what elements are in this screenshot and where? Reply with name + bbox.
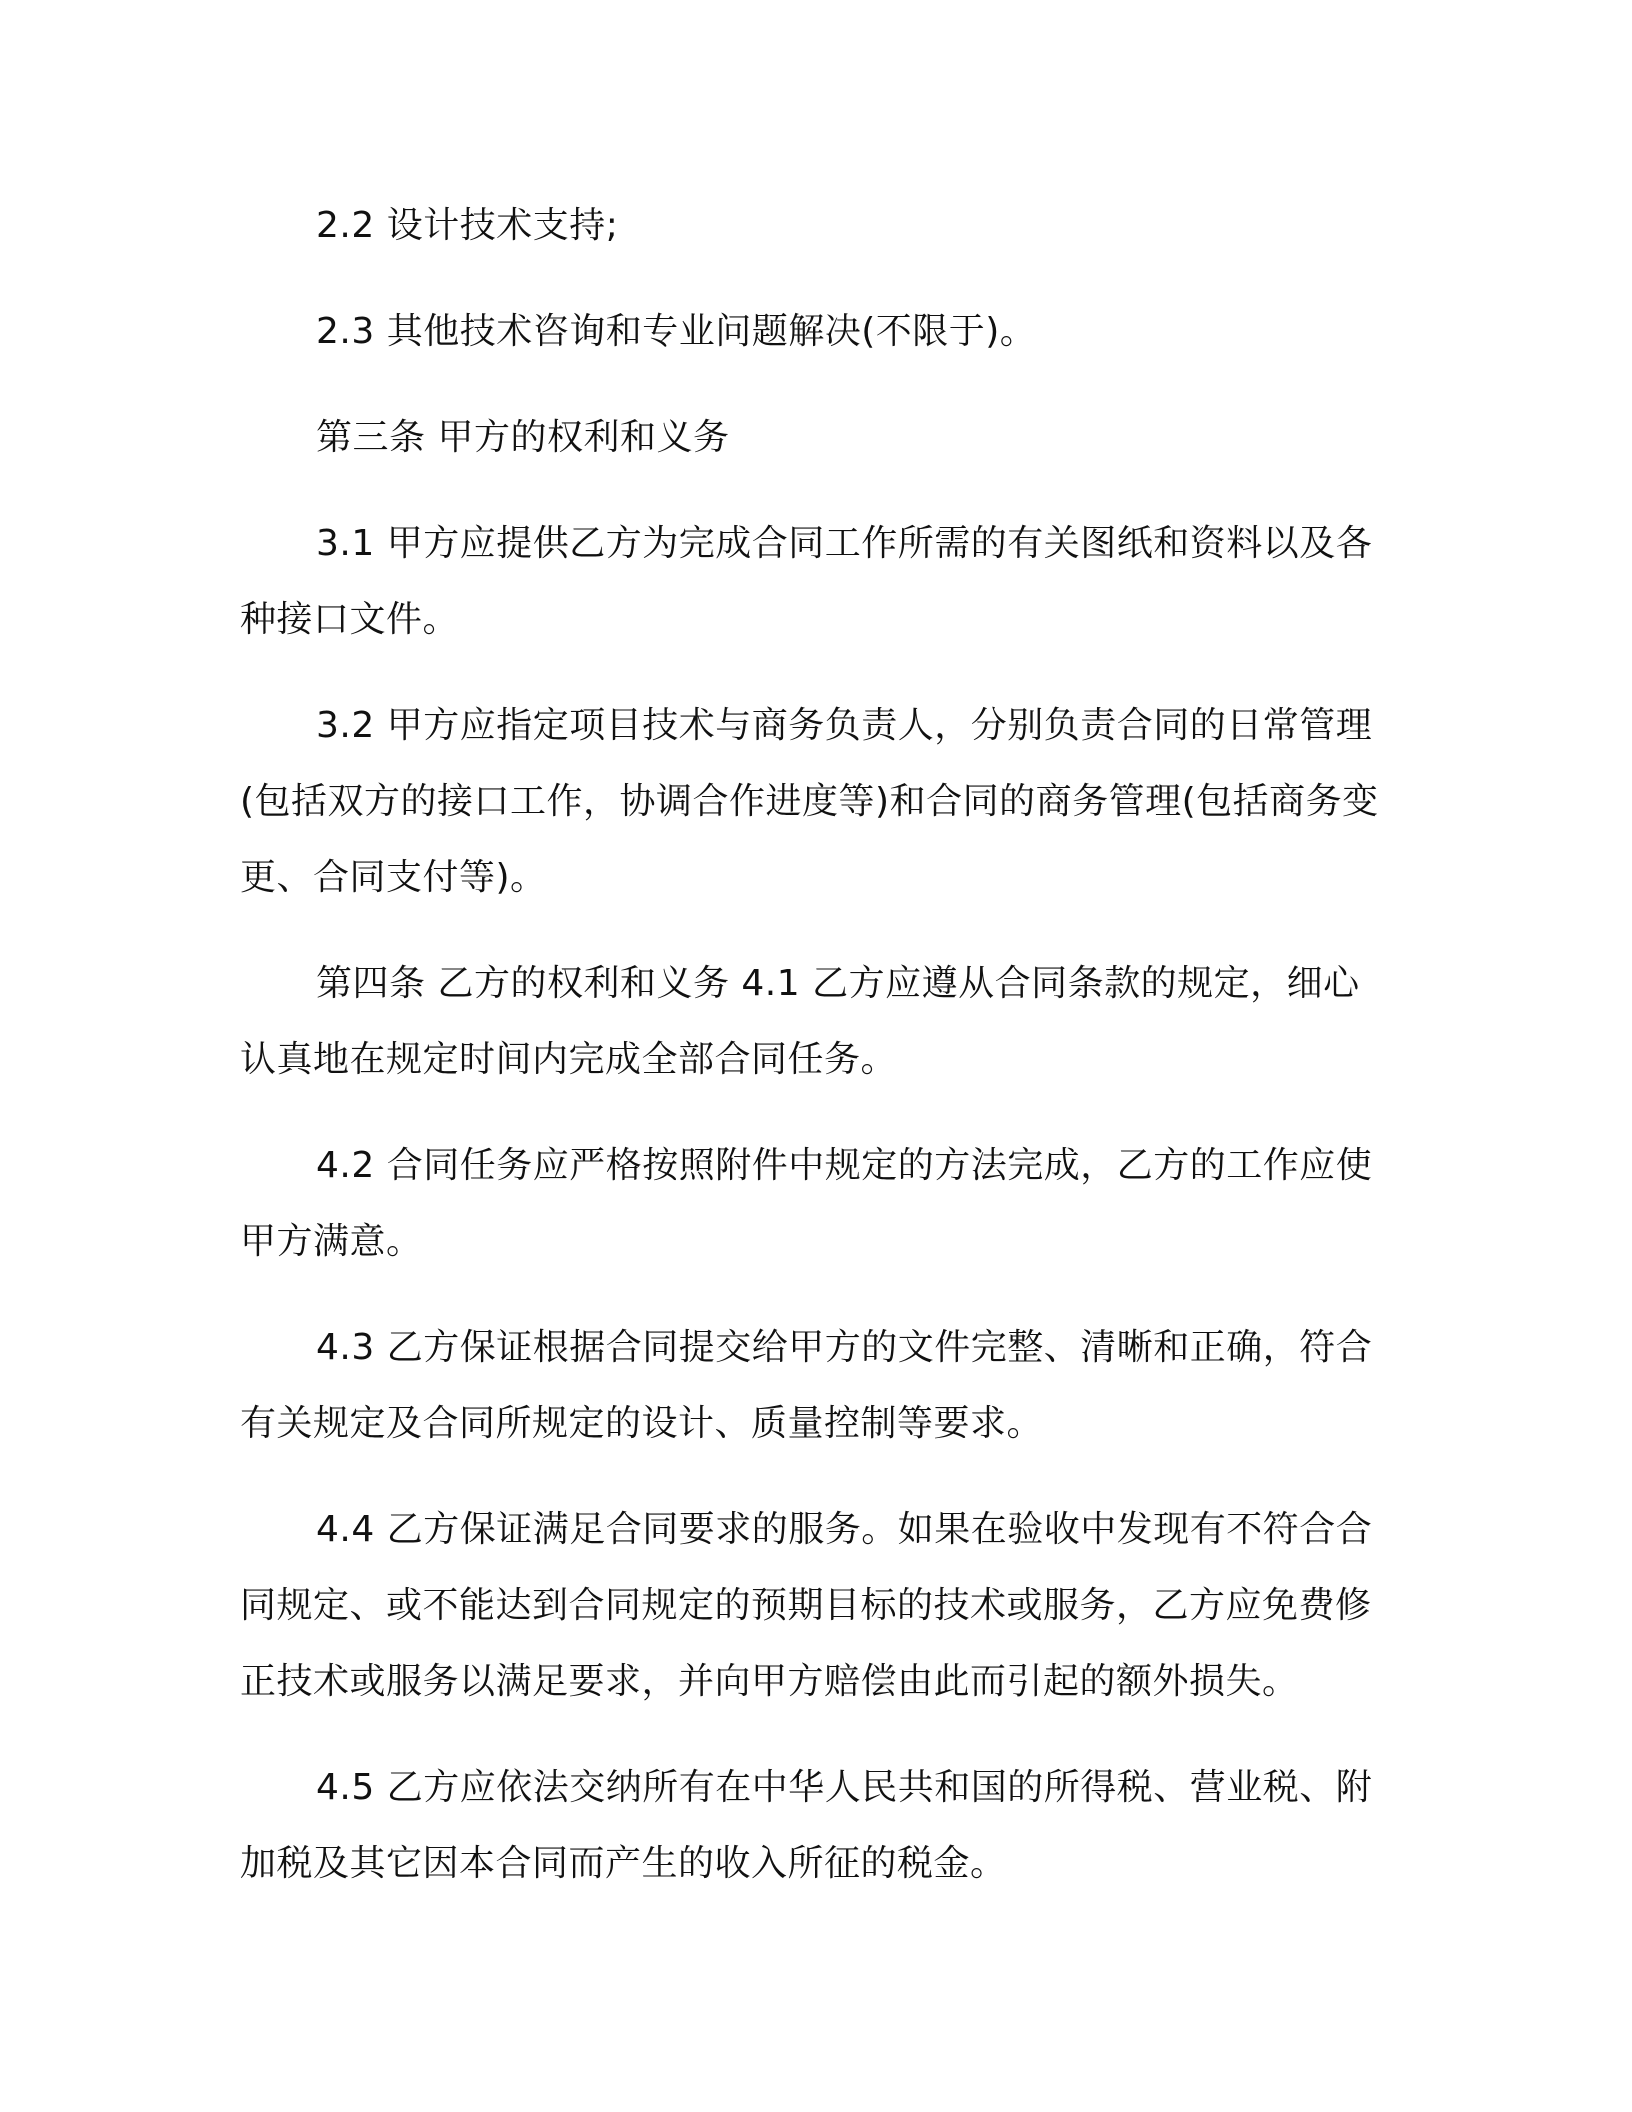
clause-4-2: 4.2 合同任务应严格按照附件中规定的方法完成，乙方的工作应使甲方满意。 xyxy=(240,1145,1373,1262)
article-4-clause-4-1: 第四条 乙方的权利和义务 4.1 乙方应遵从合同条款的规定，细心认真地在规定时间内完成全部合同任务。 xyxy=(240,963,1360,1080)
clause-3-1: 3.1 甲方应提供乙方为完成合同工作所需的有关图纸和资料以及各种接口文件。 xyxy=(240,523,1373,640)
clause-2-2: 2.2 设计技术支持; xyxy=(316,205,619,246)
clause-2-3: 2.3 其他技术咨询和专业问题解决(不限于)。 xyxy=(316,311,1037,352)
clause-4-5: 4.5 乙方应依法交纳所有在中华人民共和国的所得税、营业税、附加税及其它因本合同而产生的收入所征的税金。 xyxy=(240,1767,1373,1884)
document-body xyxy=(240,188,1380,1932)
clause-4-4: 4.4 乙方保证满足合同要求的服务。如果在验收中发现有不符合合同规定、或不能达到合同规定的预期目标的技术或服务，乙方应免费修正技术或服务以满足要求，并向甲方赔偿由此而引起的额外损失。 xyxy=(240,1509,1373,1702)
clause-4-3: 4.3 乙方保证根据合同提交给甲方的文件完整、清晰和正确，符合有关规定及合同所规定的设计、质量控制等要求。 xyxy=(240,1327,1373,1444)
article-3-heading: 第三条 甲方的权利和义务 xyxy=(316,417,730,458)
clause-3-2: 3.2 甲方应指定项目技术与商务负责人，分别负责合同的日常管理(包括双方的接口工作，协调合作进度等)和合同的商务管理(包括商务变更、合同支付等)。 xyxy=(240,705,1379,898)
